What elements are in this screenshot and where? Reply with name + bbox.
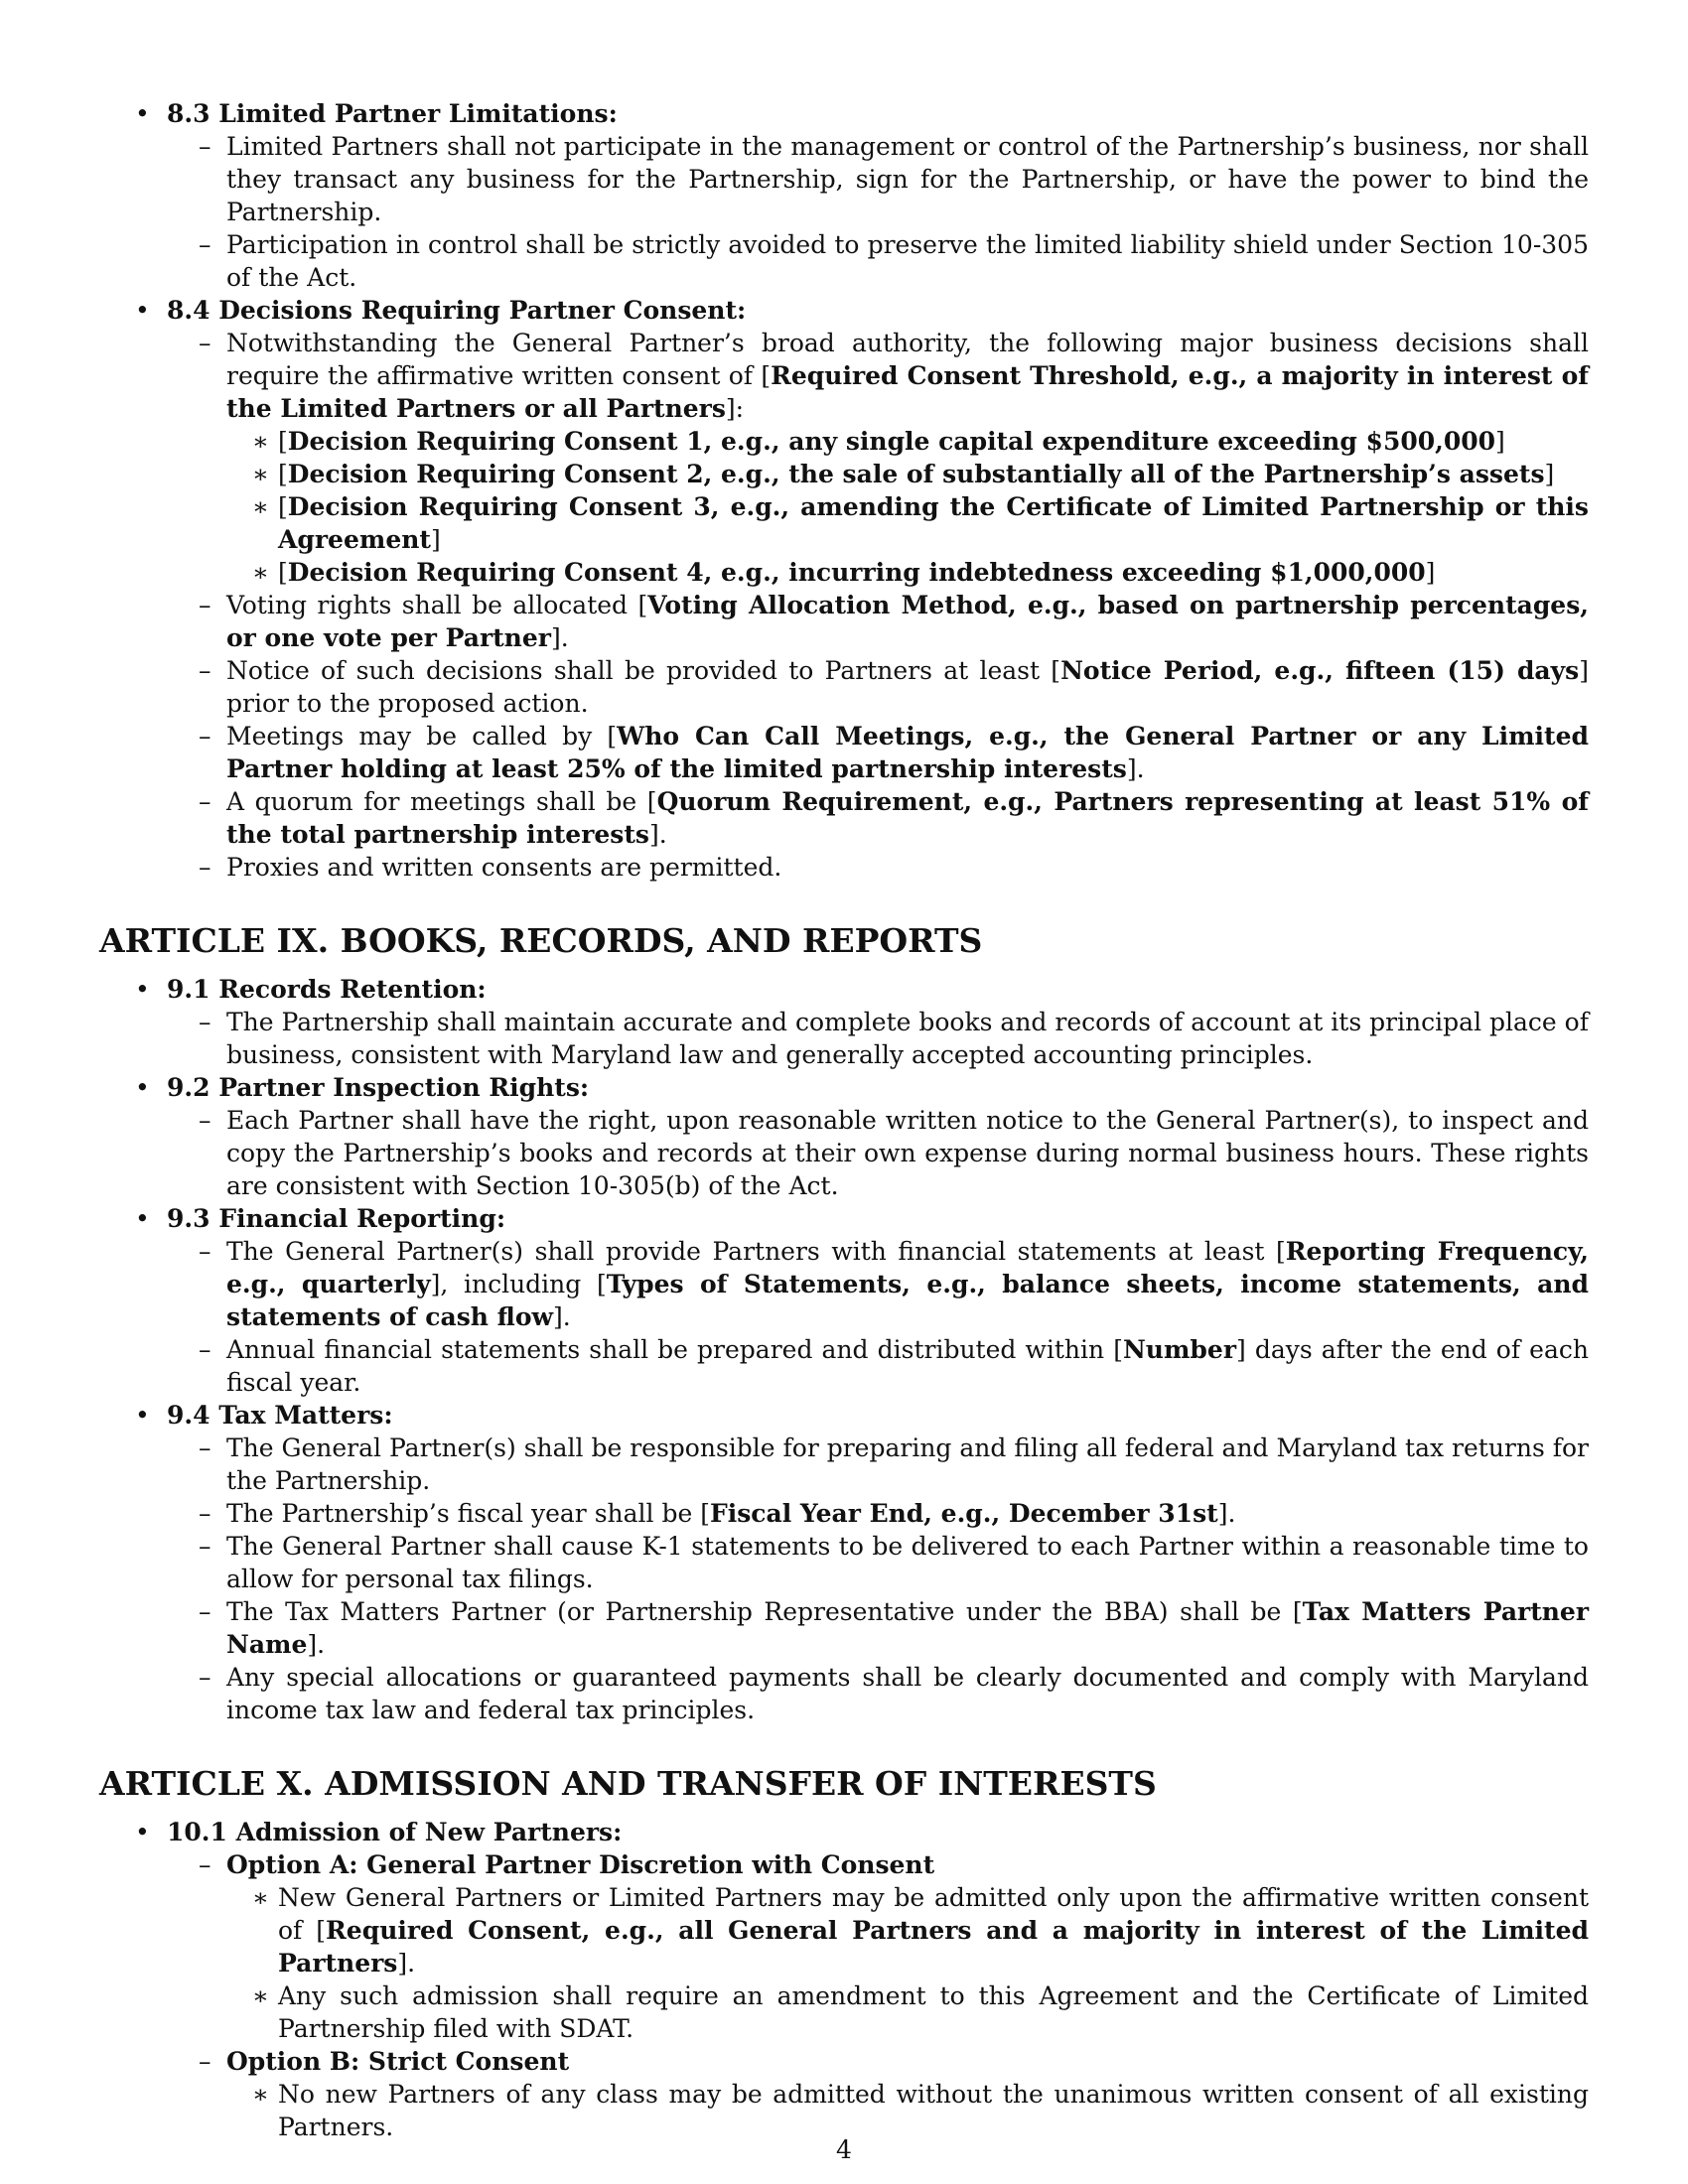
text: ]: (725, 394, 745, 423)
paragraph (226, 327, 1589, 425)
section-9-2-items (167, 1104, 1589, 1202)
section-9-3-items (167, 1235, 1589, 1399)
paragraph (226, 654, 1589, 720)
list-item (226, 1979, 1589, 2045)
list-item (167, 1235, 1589, 1333)
text: ], including [ (430, 1270, 607, 1298)
placeholder-text: Decision Requiring Consent 1, e.g., any single capital expenditure exceeding $500,000 (287, 427, 1496, 456)
list-item (167, 130, 1589, 228)
list-item (167, 785, 1589, 851)
placeholder-text: Types of Statements, e.g., balance sheets, income statements, and statements of cash flow (226, 1270, 1589, 1331)
text: The General Partner(s) shall provide Partners with financial statements at least [ (226, 1237, 1286, 1266)
paragraph: – Participation in control shall be strictly avoided to preserve the limited liability shield under Section 10-305 of the Act. (226, 230, 1589, 292)
article-10-heading: ARTICLE X. ADMISSION AND TRANSFER OF INTERESTS (99, 1764, 1157, 1803)
section-9-3-title: 9.3 Financial Reporting: (167, 1204, 506, 1233)
section-8-4-items (167, 327, 1589, 884)
section-9-2-title: 9.2 Partner Inspection Rights: (167, 1073, 590, 1102)
section-9-4 (99, 1399, 1589, 1726)
section-8-3-title: 8.3 Limited Partner Limitations: (167, 99, 618, 128)
paragraph: ∗ [Decision Requiring Consent 1, e.g., any single capital expenditure exceeding $500,000] (278, 427, 1505, 456)
placeholder-text: Who Can Call Meetings, e.g., the General Partner or any Limited Partner holding at least 25% of the limited partnership interests (226, 722, 1589, 783)
placeholder-text: Required Consent Threshold, e.g., a majority in interest of the Limited Partners or all Partners (226, 361, 1590, 423)
paragraph: ∗ No new Partners of any class may be admitted without the unanimous written consent of all existing Partners. (278, 2080, 1589, 2141)
section-10-1-options (167, 1848, 1589, 2143)
text: ]. (397, 1949, 416, 1978)
paragraph: ∗ Any such admission shall require an amendment to this Agreement and the Certificate of Limited Partnership filed with SDAT. (278, 1981, 1589, 2043)
section-8-4 (99, 294, 1589, 884)
section-10-1 (99, 1816, 1589, 2143)
placeholder-text: Reporting Frequency, e.g., quarterly (226, 1237, 1589, 1298)
list-item (167, 228, 1589, 294)
paragraph: – Limited Partners shall not participate in the management or control of the Partnership’s business, nor shall they transact any business for the Partnership, sign for the Partnership, or have the power to bind the Partnership. (226, 132, 1589, 226)
list-item (167, 589, 1589, 654)
text: ] prior to the proposed action. (226, 656, 1589, 718)
article-9-heading: ARTICLE IX. BOOKS, RECORDS, AND REPORTS (99, 921, 983, 960)
list-item (167, 720, 1589, 785)
option-b-items (226, 2078, 1589, 2143)
text: A quorum for meetings shall be [ (226, 787, 657, 816)
decision-list (226, 425, 1589, 589)
option-b (167, 2045, 1589, 2143)
text: ]. (649, 820, 667, 849)
paragraph: – Proxies and written consents are permitted. (226, 853, 782, 882)
text: ]. (1126, 754, 1145, 783)
paragraph: ∗ [Decision Requiring Consent 4, e.g., incurring indebtedness exceeding $1,000,000] (278, 558, 1436, 587)
text: ]. (1217, 1499, 1236, 1528)
placeholder-text: Decision Requiring Consent 3, e.g., amending the Certificate of Limited Partnership or this Agreement (278, 492, 1589, 554)
section-9-4-items (167, 1432, 1589, 1726)
list-item (226, 425, 1589, 458)
placeholder-text: Voting Allocation Method, e.g., based on partnership percentages, or one vote per Partner (226, 591, 1589, 652)
list-item (167, 1530, 1589, 1595)
paragraph (226, 1595, 1589, 1661)
section-9-1 (99, 973, 1589, 1071)
placeholder-text: Number (1122, 1335, 1236, 1364)
text: ] days after the end of each fiscal year. (226, 1335, 1589, 1397)
text: Voting rights shall be allocated [ (226, 591, 648, 619)
placeholder-text: Tax Matters Partner Name (226, 1597, 1590, 1659)
list-item (226, 556, 1589, 589)
text: Meetings may be called by [ (226, 722, 618, 751)
paragraph (226, 785, 1589, 851)
placeholder-text: Required Consent, e.g., all General Partners and a majority in interest of the Limited Partners (278, 1916, 1589, 1978)
page-number: 4 (836, 2135, 852, 2164)
list-item (167, 1595, 1589, 1661)
text: ]. (550, 623, 569, 652)
article-9-list (99, 973, 1589, 1726)
section-8-3-items (167, 130, 1589, 294)
text: ]. (553, 1302, 571, 1331)
list-item (226, 490, 1589, 556)
list-item (167, 1661, 1589, 1726)
list-item (167, 1333, 1589, 1399)
text: Notice of such decisions shall be provided to Partners at least [ (226, 656, 1061, 685)
placeholder-text: Fiscal Year End, e.g., December 31st (709, 1499, 1218, 1528)
list-item (167, 1006, 1589, 1071)
paragraph: ∗ [Decision Requiring Consent 2, e.g., the sale of substantially all of the Partnership’s assets] (278, 460, 1555, 488)
option-a-items (226, 1881, 1589, 2045)
list-item (167, 851, 1589, 884)
placeholder-text: Notice Period, e.g., fifteen (15) days (1060, 656, 1580, 685)
section-10-1-title: 10.1 Admission of New Partners: (167, 1818, 623, 1846)
paragraph: ∗ [Decision Requiring Consent 3, e.g., amending the Certificate of Limited Partnership or this Agreement] (278, 492, 1589, 554)
text: The Tax Matters Partner (or Partnership Representative under the BBA) shall be [ (226, 1597, 1303, 1626)
section-9-4-title: 9.4 Tax Matters: (167, 1401, 393, 1430)
option-a-title: Option A: General Partner Discretion with Consent (226, 1850, 935, 1879)
paragraph: – The General Partner(s) shall be responsible for preparing and filing all federal and Maryland tax returns for the Partnership. (226, 1433, 1589, 1495)
option-b-title: Option B: Strict Consent (226, 2047, 570, 2076)
paragraph: – Each Partner shall have the right, upon reasonable written notice to the General Partner(s), to inspect and copy the Partnership’s books and records at their own expense during normal business hours. These rights are consistent with Section 10-305(b) of the Act. (226, 1106, 1589, 1200)
section-9-3 (99, 1202, 1589, 1399)
text: The Partnership’s fiscal year shall be [ (226, 1499, 710, 1528)
paragraph: – Any special allocations or guaranteed payments shall be clearly documented and comply with Maryland income tax law and federal tax principles. (226, 1663, 1589, 1724)
list-item (167, 654, 1589, 720)
paragraph (226, 1235, 1589, 1333)
list-item (226, 2078, 1589, 2143)
paragraph (226, 1497, 1589, 1530)
list-item (226, 458, 1589, 490)
list-item (167, 327, 1589, 589)
section-8-3 (99, 97, 1589, 294)
list-item (226, 1881, 1589, 1979)
text: New General Partners or Limited Partners may be admitted only upon the affirmative written consent of [ (278, 1883, 1589, 1945)
placeholder-text: Quorum Requirement, e.g., Partners representing at least 51% of the total partnership interests (226, 787, 1589, 849)
text: Annual financial statements shall be prepared and distributed within [ (226, 1335, 1123, 1364)
option-a (167, 1848, 1589, 2045)
section-9-1-title: 9.1 Records Retention: (167, 975, 487, 1004)
section-8-4-title: 8.4 Decisions Requiring Partner Consent: (167, 296, 747, 325)
paragraph: – The Partnership shall maintain accurate and complete books and records of account at its principal place of business, consistent with Maryland law and generally accepted accounting principles. (226, 1008, 1589, 1069)
article-10-list (99, 1816, 1589, 2143)
paragraph (226, 589, 1589, 654)
list-item (167, 1497, 1589, 1530)
text: ]. (307, 1630, 326, 1659)
paragraph (226, 720, 1589, 785)
section-9-1-items (167, 1006, 1589, 1071)
section-8-list (99, 97, 1589, 884)
document-page (99, 97, 1589, 2143)
text: Notwithstanding the General Partner’s broad authority, the following major business decisions shall require the affirmative written consent of [ (226, 329, 1589, 390)
section-9-2 (99, 1071, 1589, 1202)
paragraph (278, 1881, 1589, 1979)
list-item (167, 1104, 1589, 1202)
list-item (167, 1432, 1589, 1497)
paragraph (226, 1333, 1589, 1399)
placeholder-text: Decision Requiring Consent 4, e.g., incurring indebtedness exceeding $1,000,000 (287, 558, 1426, 587)
paragraph: – The General Partner shall cause K-1 statements to be delivered to each Partner within a reasonable time to allow for personal tax filings. (226, 1532, 1589, 1593)
placeholder-text: Decision Requiring Consent 2, e.g., the sale of substantially all of the Partnership’s assets (287, 460, 1545, 488)
